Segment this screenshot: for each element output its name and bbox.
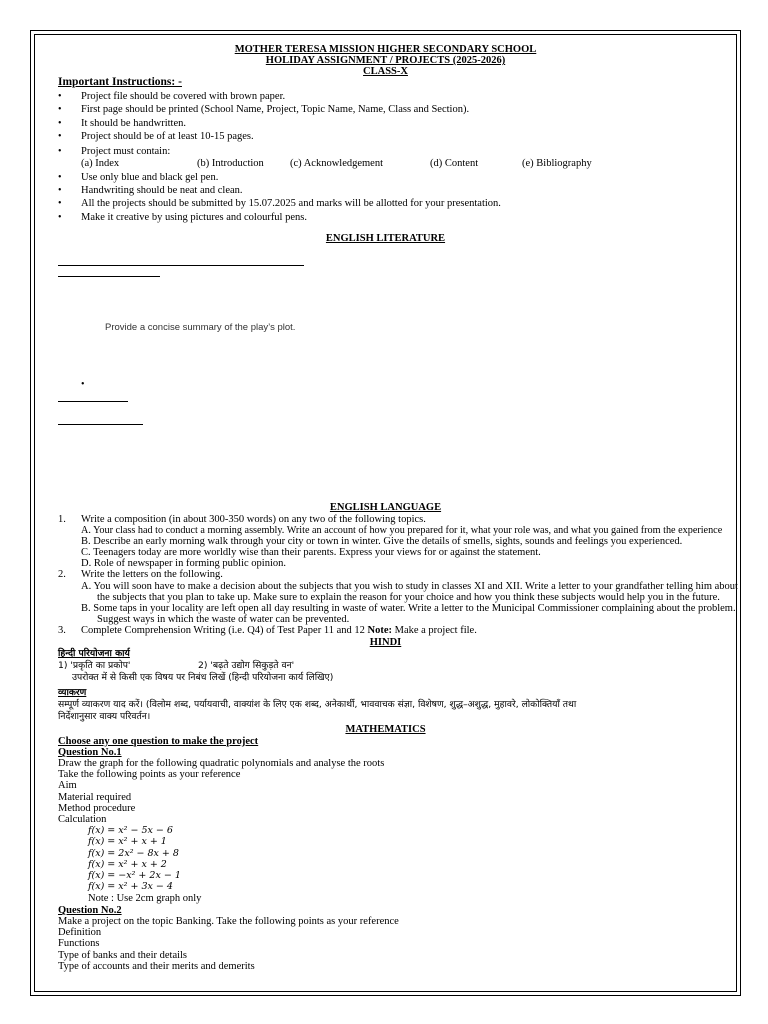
question-text: [81, 625, 477, 636]
math-question-2: Question No.2: [58, 905, 122, 916]
math-q1-line: Draw the graph for the following quadratic polynomials and analyse the roots: [58, 758, 385, 769]
underline-blank: [58, 265, 304, 266]
instructions-title: Important Instructions: -: [58, 76, 182, 88]
topic-c: C. Teenagers today are more worldly wise than their parents. Express your views for or against the statement.: [81, 547, 541, 558]
instruction-item: First page should be printed (School Name, Project, Topic Name, Name, Class and Section).: [81, 104, 470, 115]
class-title: CLASS-X: [363, 66, 408, 77]
question-number: 3.: [58, 625, 66, 636]
math-choose: Choose any one question to make the project: [58, 736, 259, 747]
letter-a-line1: A. You will soon have to make a decision about the subjects that you wish to study in classes XI and XII. Write a letter to your grandfather telling him about: [81, 581, 738, 592]
polynomial-function: f(x) = 2x² − 8x + 8: [88, 848, 179, 859]
math-question-1: Question No.1: [58, 747, 122, 758]
instruction-item: Project file should be covered with brown paper.: [81, 91, 286, 102]
assignment-title: HOLIDAY ASSIGNMENT / PROJECTS (2025-2026): [265, 55, 506, 66]
instruction-item: All the projects should be submitted by 15.07.2025 and marks will be allotted for your presentation.: [81, 198, 501, 209]
bullet-icon: •: [58, 91, 62, 102]
math-q2-line: Definition: [58, 927, 102, 938]
english-language-heading: ENGLISH LANGUAGE: [329, 502, 442, 513]
school-name: MOTHER TERESA MISSION HIGHER SECONDARY SCHOOL: [234, 44, 537, 55]
bullet-icon: •: [58, 131, 62, 142]
letter-b-line2: Suggest ways in which the waste of water can be prevented.: [97, 614, 350, 625]
topic-d: D. Role of newspaper in forming public opinion.: [81, 558, 287, 569]
question-number: 1.: [58, 514, 66, 525]
topic-a: A. Your class had to conduct a morning assembly. Write an account of how you prepared for it, what your role was, and what you gained from the experience: [81, 525, 723, 536]
note-label: Note:: [367, 625, 392, 636]
math-q1-line: Aim: [58, 780, 77, 791]
math-q2-line: Type of banks and their details: [58, 950, 188, 961]
instruction-item: Use only blue and black gel pen.: [81, 172, 219, 183]
hindi-option-2: 2) 'बढ़ते उद्योग सिकुड़ते वन': [198, 660, 295, 671]
polynomial-function: f(x) = x² + x + 1: [88, 836, 167, 847]
hindi-grammar-title: व्याकरण: [58, 687, 87, 698]
polynomial-function: f(x) = x² + 3x − 4: [88, 881, 173, 892]
content-introduction: (b) Introduction: [197, 158, 264, 169]
graph-note: Note : Use 2cm graph only: [88, 893, 202, 904]
instruction-item: Make it creative by using pictures and colourful pens.: [81, 212, 307, 223]
underline-blank: [58, 424, 143, 425]
english-literature-heading: ENGLISH LITERATURE: [325, 233, 446, 244]
math-q2-line: Type of accounts and their merits and demerits: [58, 961, 255, 972]
polynomial-function: f(x) = x² − 5x − 6: [88, 825, 173, 836]
math-q2-line: Functions: [58, 938, 100, 949]
math-q2-line: Make a project on the topic Banking. Take the following points as your reference: [58, 916, 399, 927]
content-bibliography: (e) Bibliography: [522, 158, 592, 169]
underline-blank: [58, 276, 160, 277]
hindi-grammar-line1: सम्पूर्ण व्याकरण याद करें। (विलोम शब्द, पर्यायवाची, वाक्यांश के लिए एक शब्द, अनेकार्थी, भाववाचक संज्ञा, विशेषण, शुद्ध–अशुद्ध, मुहावरे, लोकोक्तियाँ तथा: [58, 699, 577, 710]
content-index: (a) Index: [81, 158, 120, 169]
mathematics-heading: MATHEMATICS: [345, 724, 426, 735]
letter-b-line1: B. Some taps in your locality are left open all day resulting in waste of water. Write a letter to the Municipal Commissioner complaining about the problem.: [81, 603, 736, 614]
letter-a-line2: the subjects that you plan to take up. Make sure to explain the reason for your choice and how you think these subjects would help you in the future.: [97, 592, 720, 603]
question-text: Write a composition (in about 300-350 words) on any two of the following topics.: [81, 514, 426, 525]
bullet-icon: •: [58, 118, 62, 129]
polynomial-function: f(x) = x² + x + 2: [88, 859, 167, 870]
math-q1-line: Material required: [58, 792, 132, 803]
hindi-instruction: उपरोक्त में से किसी एक विषय पर निबंध लिखें (हिन्दी परियोजना कार्य लिखिए): [72, 672, 334, 683]
math-q1-line: Method procedure: [58, 803, 136, 814]
instruction-item: Project must contain:: [81, 146, 171, 157]
hindi-grammar-line2: निर्देशानुसार वाक्य परिवर्तन।: [58, 711, 151, 722]
hindi-option-1: 1) 'प्रकृति का प्रकोप': [58, 660, 131, 671]
comprehension-text: Complete Comprehension Writing (i.e. Q4) of Test Paper 11 and 12: [81, 625, 365, 636]
underline-blank: [58, 401, 128, 402]
math-q1-line: Take the following points as your reference: [58, 769, 241, 780]
bullet-icon: •: [58, 146, 62, 157]
bullet-icon: •: [58, 104, 62, 115]
topic-b: B. Describe an early morning walk through your city or town in winter. Give the details of smells, sights, sounds and feelings you experienced.: [81, 536, 683, 547]
instruction-item: It should be handwritten.: [81, 118, 186, 129]
bullet-icon: •: [81, 379, 85, 390]
note-text: Make a project file.: [394, 625, 477, 636]
content-content: (d) Content: [430, 158, 479, 169]
polynomial-function: f(x) = −x² + 2x − 1: [88, 870, 181, 881]
hindi-heading: HINDI: [369, 637, 402, 648]
content-acknowledgement: (c) Acknowledgement: [290, 158, 384, 169]
instruction-item: Project should be of at least 10-15 pages.: [81, 131, 254, 142]
bullet-icon: •: [58, 172, 62, 183]
bullet-icon: •: [58, 212, 62, 223]
math-q1-line: Calculation: [58, 814, 107, 825]
question-number: 2.: [58, 569, 66, 580]
question-text: Write the letters on the following.: [81, 569, 223, 580]
bullet-icon: •: [58, 185, 62, 196]
bullet-icon: •: [58, 198, 62, 209]
hindi-project-title: हिन्दी परियोजना कार्य: [58, 648, 130, 659]
instruction-item: Handwriting should be neat and clean.: [81, 185, 243, 196]
literature-prompt: Provide a concise summary of the play’s plot.: [105, 322, 296, 333]
